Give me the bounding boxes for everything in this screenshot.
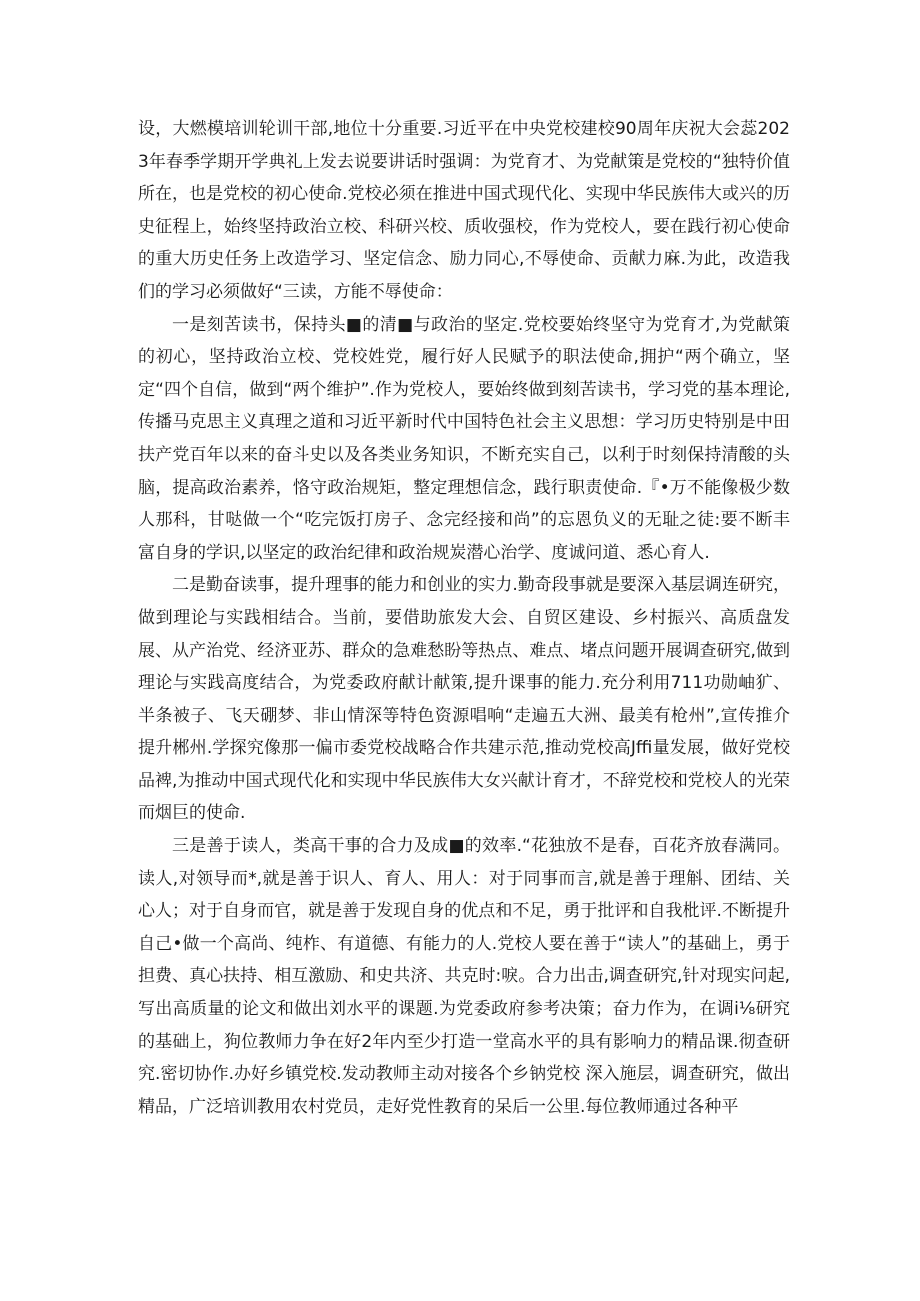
paragraph-point-two: 二是勤奋读事，提升理事的能力和创业的实力.勤奇段事就是要深入基层调连研究，做到理论与实践相结合。当前，要借助旅发大会、自贸区建设、乡村振兴、高质盘发展、从产治党、经济亚苏、群众的急难愁盼等热点、难点、堵点问题开展调查研究,做到理论与实践高度结合，为党委政府献计献策,提升课事的能力.充分利用711功勋岫犷、半条被子、飞天硼梦、非山情深等特色资源唱响“走遍五大洲、最美有枪州”,宣传推介提升郴州.学探究像那一偏市委党校战略合作共建示范,推动党校高Jffi量发展，做好党校品裨,为推动中国式现代化和实现中华民族伟大女兴献计育才，不辞党校和党校人的光荣而烟巨的使命. bbox=[138, 575, 790, 824]
document-body bbox=[138, 113, 790, 1123]
paragraph-point-one: 一是刻苦读书，保持头■的清■与政治的坚定.党校要始终坚守为党育才,为党献策的初心，坚持政治立校、党校姓党，履行好人民赋予的职法使命,拥护“两个确立，坚定“四个自信，做到“两个维护”.作为党校人，要始终做到刻苦读书，学习党的基本理论,传播马克思主义真理之道和习近平新时代中国特色社会主义思想：学习历史特别是中田扶产党百年以来的奋斗史以及各类业务知识，不断充实自己，以利于时刻保持清酸的头脑，提高政治素养，恪守政治规矩，整定理想信念，践行职责使命.『•万不能像极少数人那科，甘哒做一个“吃完饭打房子、念完经接和尚”的忘恩负义的无耻之徒:要不断丰富自身的学识,以坚定的政治纪律和政治规炭潜心治学、度诚问道、悉心育人. bbox=[138, 314, 790, 563]
paragraph-point-three: 三是善于读人，类高干事的合力及成■的效率.“花独放不是春，百花齐放春满同。读人,对领导而*,就是善于识人、育人、用人：对于同事而言,就是善于理斛、团结、关心人；对于自身而官，就是善于发现自身的优点和不足，勇于批评和自我枇评.不断提升自己•做一个高尚、纯柞、有道德、有能力的人.党校人要在善于“读人”的基础上，勇于担费、真心扶持、相互激励、和史共济、共克时:唳。合力出击,调查研究,针对现实问起,写出高质量的论文和做出刘水平的课题.为党委政府参考决策；奋力作为，在调i⅛研究的基础上，狗位教师力争在好2年内至少打造一堂高水平的具有影响力的精品课.彻查研究.密切协作.办好乡镇党校.发动教师主动对接各个乡钠党校 深入施层，调查研究，做出精品，广泛培训教用农村党员，走好党性教育的呆后一公里.每位教师通过各种平 bbox=[138, 836, 790, 1117]
paragraph-intro: 设，大燃模培训轮训干部,地位十分重要.习近平在中央党校建校90周年庆祝大会蕊2023年春季学期开学典礼上发去说要讲话时强调：为党育才、为党献策是党校的“独特价值所在，也是党校的初心使命.党校必须在推进中国式现代化、实现中华民族伟大或兴的历史征程上，始终坚持政治立校、科研兴校、质收强校，作为党校人，要在践行初心使命的重大历史任务上改造学习、坚定信念、励力同心,不辱使命、贡献力麻.为此，改造我们的学习必须做好“三读，方能不辱使命： bbox=[138, 119, 790, 302]
